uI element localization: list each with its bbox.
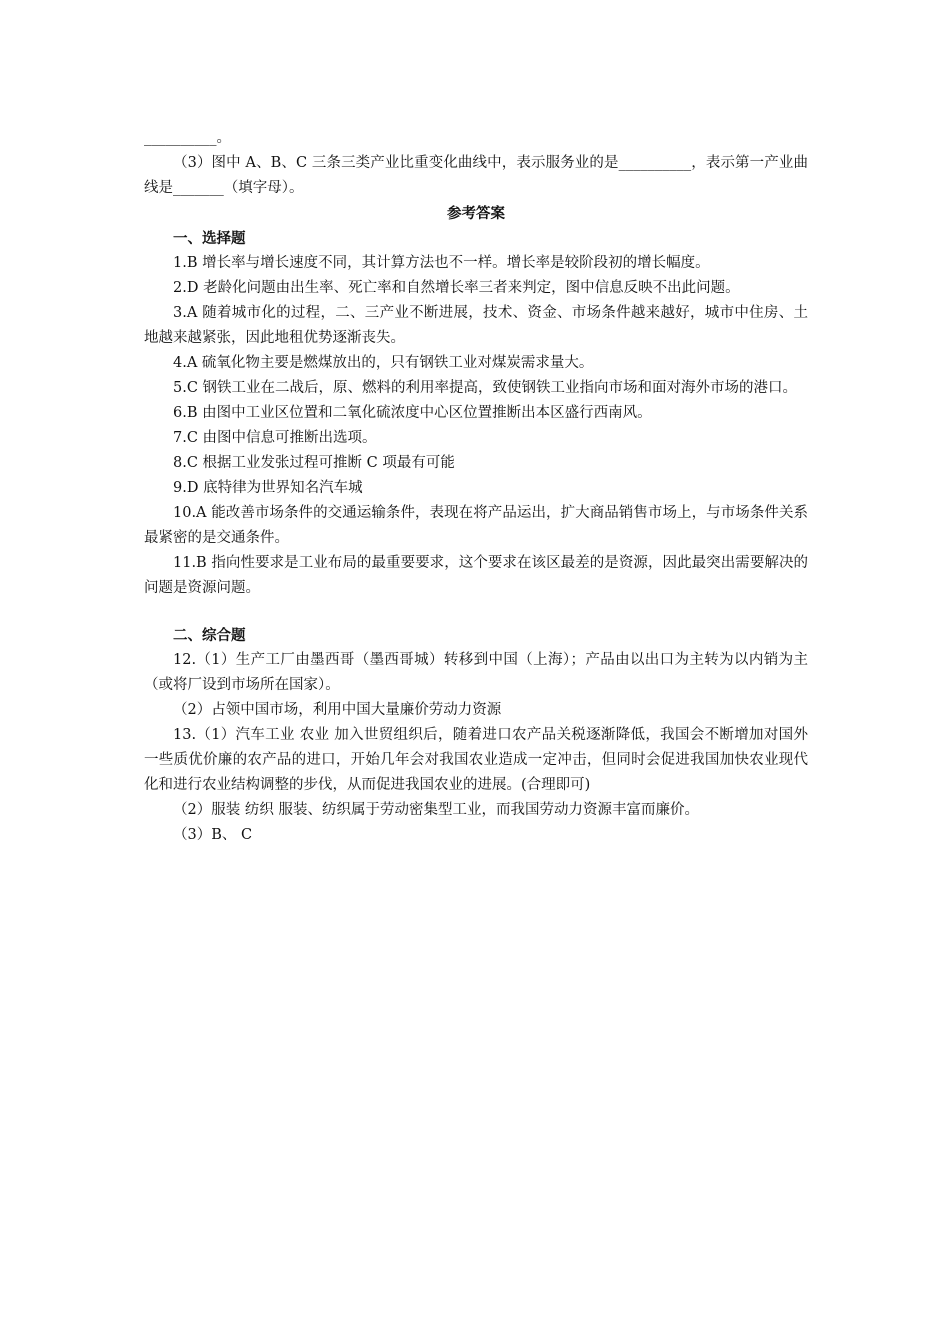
answer-item: 3.A 随着城市化的过程，二、三产业不断进展，技术、资金、市场条件越来越好，城市中住房、土地越来越紧张，因此地租优势逐渐丧失。: [144, 305, 808, 346]
answer-item: 6.B 由图中工业区位置和二氧化硫浓度中心区位置推断出本区盛行西南风。: [173, 405, 652, 421]
spacer: [144, 601, 808, 623]
answer-item: （2）占领中国市场，利用中国大量廉价劳动力资源: [173, 702, 502, 718]
section-choice-title: 一、选择题: [173, 230, 246, 247]
section-comprehensive-title: 二、综合题: [173, 627, 246, 644]
answers-title: 参考答案: [447, 205, 505, 222]
document-page: [144, 126, 808, 848]
answer-item: 13.（1）汽车工业 农业 加入世贸组织后，随着进口农产品关税逐渐降低，我国会不断增加对国外一些质优价廉的农产品的进口，开始几年会对我国农业造成一定冲击，但同时会促进我国加快农业现代化和进行农业结构调整的步伐，从而促进我国农业的进展。(合理即可): [144, 727, 808, 793]
answer-item: 7.C 由图中信息可推断出选项。: [173, 430, 377, 446]
answer-item: 10.A 能改善市场条件的交通运输条件，表现在将产品运出，扩大商品销售市场上，与市场条件关系最紧密的是交通条件。: [144, 505, 808, 546]
question-3: （3）图中 A、B、C 三条三类产业比重变化曲线中，表示服务业的是__________，表示第一产业曲线是_______（填字母）。: [144, 155, 808, 196]
answer-item: 12.（1）生产工厂由墨西哥（墨西哥城）转移到中国（上海）；产品由以出口为主转为以内销为主（或将厂设到市场所在国家）。: [144, 652, 808, 693]
answer-item: （2）服装 纺织 服装、纺织属于劳动密集型工业，而我国劳动力资源丰富而廉价。: [173, 802, 699, 818]
answer-item: 4.A 硫氧化物主要是燃煤放出的，只有钢铁工业对煤炭需求量大。: [173, 355, 594, 371]
answer-item: 1.B 增长率与增长速度不同，其计算方法也不一样。增长率是较阶段初的增长幅度。: [173, 255, 710, 271]
answer-item: 9.D 底特律为世界知名汽车城: [173, 480, 363, 496]
answer-item: 8.C 根据工业发张过程可推断 C 项最有可能: [173, 455, 455, 471]
answer-item: 11.B 指向性要求是工业布局的最重要要求，这个要求在该区最差的是资源，因此最突出需要解决的问题是资源问题。: [144, 555, 808, 596]
answer-item: 5.C 钢铁工业在二战后，原、燃料的利用率提高，致使钢铁工业指向市场和面对海外市场的港口。: [173, 380, 798, 396]
blank-line: __________。: [144, 130, 231, 146]
answer-item: 2.D 老龄化问题由出生率、死亡率和自然增长率三者来判定，图中信息反映不出此问题。: [173, 280, 740, 296]
answer-item: （3）B、 C: [173, 827, 253, 843]
